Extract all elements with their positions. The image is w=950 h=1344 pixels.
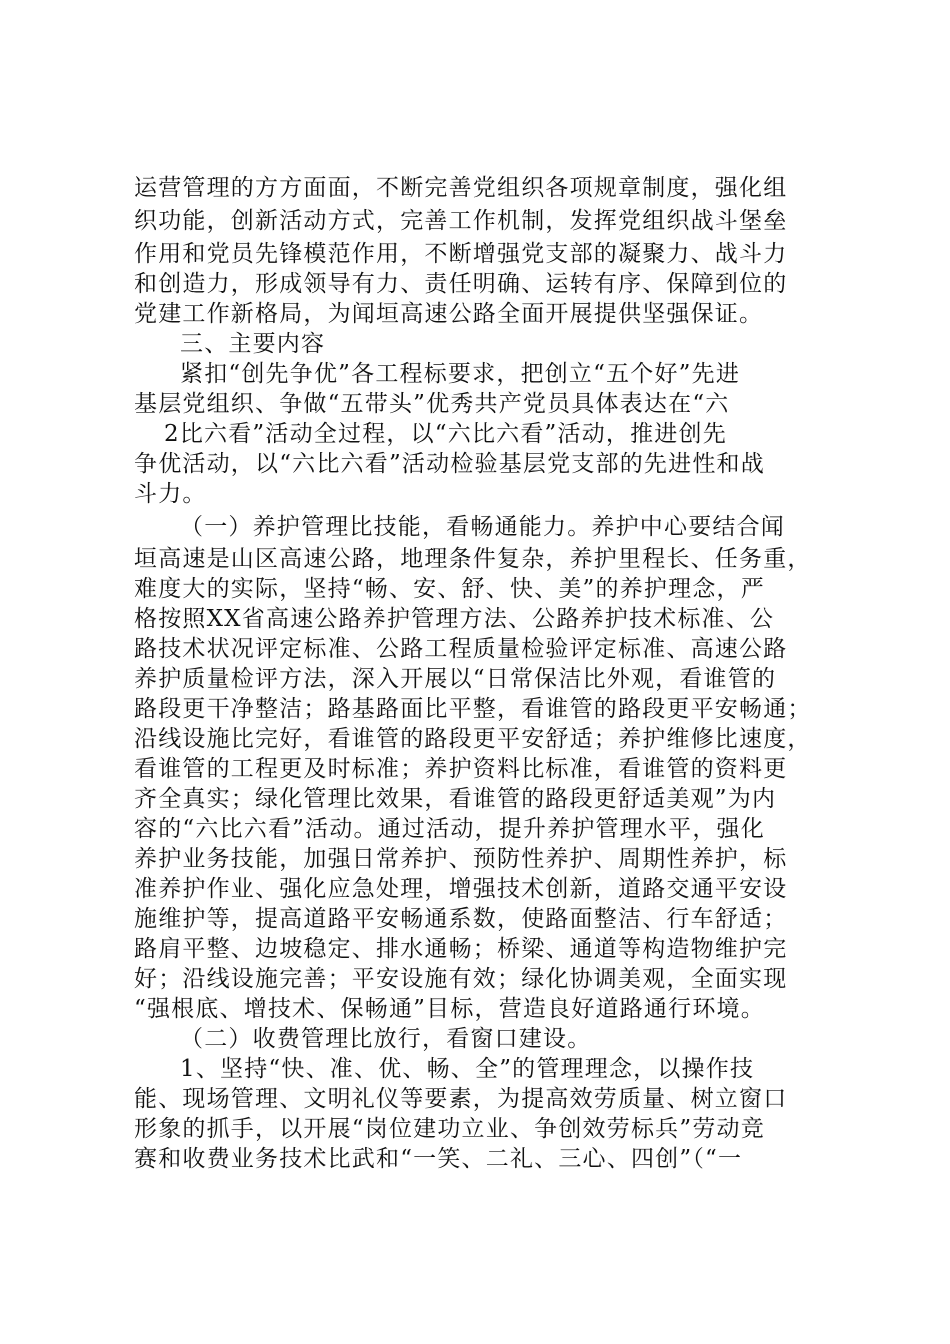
text-line: 养护质量检评方法，深入开展以“日常保洁比外观，看谁管的 <box>134 666 777 692</box>
text-line: 路肩平整、边坡稳定、排水通畅；桥梁、通道等构造物维护完 <box>134 936 788 962</box>
text-line: 1、坚持“快、准、优、畅、全”的管理理念，以操作技 <box>180 1056 755 1082</box>
text-line: 难度大的实际，坚持“畅、安、舒、快、美”的养护理念，严 <box>134 576 765 602</box>
text-line: 争优活动，以“六比六看”活动检验基层党支部的先进性和战 <box>134 451 765 477</box>
text-line: 养护业务技能，加强日常养护、预防性养护、周期性养护，标 <box>134 846 788 872</box>
text-line: 能、现场管理、文明礼仪等要素，为提高效劳质量、树立窗口 <box>134 1086 788 1112</box>
text-line: 齐全真实；绿化管理比效果，看谁管的路段更舒适美观”为内 <box>134 786 777 812</box>
text-line: 路技术状况评定标准、公路工程质量检验评定标准、高速公路 <box>134 636 788 662</box>
subsection-heading: （一）养护管理比技能，看畅通能力。养护中心要结合闻 <box>180 514 785 540</box>
text-line: 容的“六比六看”活动。通过活动，提升养护管理水平，强化 <box>134 816 765 842</box>
text-line: 施维护等，提高道路平安畅通系数，使路面整洁、行车舒适； <box>134 906 788 932</box>
text-line: 垣高速是山区高速公路，地理条件复杂，养护里程长、任务重， <box>134 546 812 572</box>
text-line: 赛和收费业务技术比武和“一笑、二礼、三心、四创”（“一 <box>134 1146 743 1172</box>
text-line: 党建工作新格局，为闻垣高速公路全面开展提供坚强保证。 <box>134 301 764 327</box>
text-line: 格按照XX省高速公路养护管理方法、公路养护技术标准、公 <box>134 606 775 632</box>
subsection-heading: （二）收费管理比放行，看窗口建设。 <box>180 1026 592 1052</box>
text-line: 作用和党员先锋模范作用，不断增强党支部的凝聚力、战斗力 <box>134 241 788 267</box>
text-line: 形象的抓手，以开展“岗位建功立业、争创效劳标兵”劳动竞 <box>134 1116 765 1142</box>
text-line: 2比六看”活动全过程，以“六比六看”活动，推进创先 <box>164 421 727 447</box>
text-line: 好；沿线设施完善；平安设施有效；绿化协调美观，全面实现 <box>134 966 788 992</box>
section-heading: 三、主要内容 <box>180 331 326 357</box>
text-line: 运营管理的方方面面，不断完善党组织各项规章制度，强化组 <box>134 175 788 201</box>
text-line: 路段更干净整洁；路基路面比平整，看谁管的路段更平安畅通； <box>134 696 812 722</box>
text-line: 沿线设施比完好，看谁管的路段更平安舒适；养护维修比速度， <box>134 726 812 752</box>
text-line: 看谁管的工程更及时标准；养护资料比标准，看谁管的资料更 <box>134 756 788 782</box>
text-line: 和创造力，形成领导有力、责任明确、运转有序、保障到位的 <box>134 271 788 297</box>
text-line: 斗力。 <box>134 481 207 507</box>
text-line: 基层党组织、争做“五带头”优秀共产党员具体表达在“六 <box>134 391 730 417</box>
text-line: “强根底、增技术、保畅通”目标，营造良好道路通行环境。 <box>134 996 765 1022</box>
text-line: 织功能，创新活动方式，完善工作机制，发挥党组织战斗堡垒 <box>134 208 788 234</box>
text-line: 紧扣“创先争优”各工程标要求，把创立“五个好”先进 <box>180 361 741 387</box>
text-line: 准养护作业、强化应急处理，增强技术创新，道路交通平安设 <box>134 876 788 902</box>
